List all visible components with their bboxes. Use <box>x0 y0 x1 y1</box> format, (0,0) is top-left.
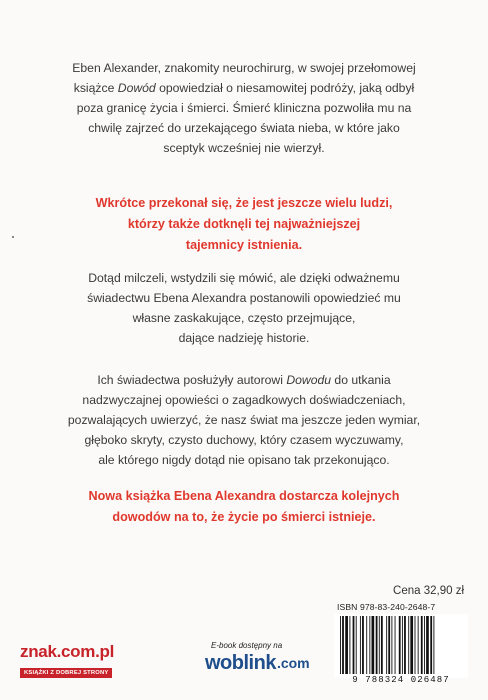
text-fragment: do utkania <box>331 373 391 387</box>
price-label <box>393 585 464 597</box>
woblink-logo <box>205 652 310 674</box>
text-line: świadectwu Ebena Alexandra postanowili opowiedzieć mu <box>87 291 401 305</box>
text-line: poza granicę życia i śmierci. Śmierć kliniczna pozwoliła mu na <box>76 101 412 115</box>
text-line: Dotąd milczeli, wstydzili się mówić, ale dzięki odważnemu <box>88 271 400 285</box>
text-line: dowodów na to, że życie po śmierci istnieje. <box>112 510 376 524</box>
ebook-notice <box>205 641 310 674</box>
text-line: własne zaskakujące, często przejmujące, <box>132 311 356 325</box>
text-fragment: książce <box>73 81 118 95</box>
woblink-brand: woblink <box>205 652 276 674</box>
text-line: którzy także dotknęli tej najważniejszej <box>127 217 361 231</box>
text-line: Wkrótce przekonał się, że jest jeszcze wielu ludzi, <box>95 196 393 210</box>
ebook-note: E-book dostępny na <box>211 641 283 650</box>
barcode-digits: 9 788324 026487 <box>352 675 450 685</box>
text-line: sceptyk wcześniej nie wierzył. <box>163 141 325 155</box>
text-line: dające nadzieję historie. <box>178 331 310 345</box>
text-line <box>40 370 448 390</box>
text-line <box>40 78 448 98</box>
highlight-paragraph-1 <box>40 193 448 256</box>
intro-paragraph <box>40 58 448 158</box>
text-line: ale którego nigdy dotąd nie opisano tak przekonująco. <box>98 453 390 467</box>
text-line: chwilę zajrzeć do urzekającego świata nieba, w które jako <box>88 121 400 135</box>
publisher-tagline: KSIĄŻKI Z DOBREJ STRONY <box>20 668 112 678</box>
woblink-suffix: .com <box>276 655 310 671</box>
publisher-logo <box>20 643 114 679</box>
text-line: Nowa książka Ebena Alexandra dostarcza kolejnych <box>88 489 400 503</box>
publisher-name: znak.com.pl <box>20 642 115 661</box>
price-caption: Cena <box>393 585 421 597</box>
text-line: nadzwyczajnej opowieści o zagadkowych doświadczeniach, <box>82 393 406 407</box>
text-line: głęboko skryty, czysto duchowy, który czasem wyczuwamy, <box>84 433 404 447</box>
text-line: pozwalających uwierzyć, że nasz świat ma jeszcze jeden wymiar, <box>67 413 421 427</box>
isbn-number: ISBN 978-83-240-2648-7 <box>337 602 436 612</box>
text-line: Eben Alexander, znakomity neurochirurg, w swojej przełomowej <box>72 61 416 75</box>
book-title-dowod: Dowód <box>117 81 156 95</box>
text-fragment: Ich świadectwa posłużyły autorowi <box>97 373 287 387</box>
highlight-paragraph-2 <box>40 486 448 528</box>
print-mark <box>12 236 14 238</box>
barcode-icon <box>334 614 468 678</box>
third-paragraph <box>40 370 448 470</box>
price-value: 32,90 zł <box>423 585 464 597</box>
second-paragraph <box>40 268 448 348</box>
book-title-dowodu: Dowodu <box>286 373 332 387</box>
text-fragment: opowiedział o niesamowitej podróży, jaką odbył <box>155 81 415 95</box>
text-line: tajemnicy istnienia. <box>185 238 303 252</box>
